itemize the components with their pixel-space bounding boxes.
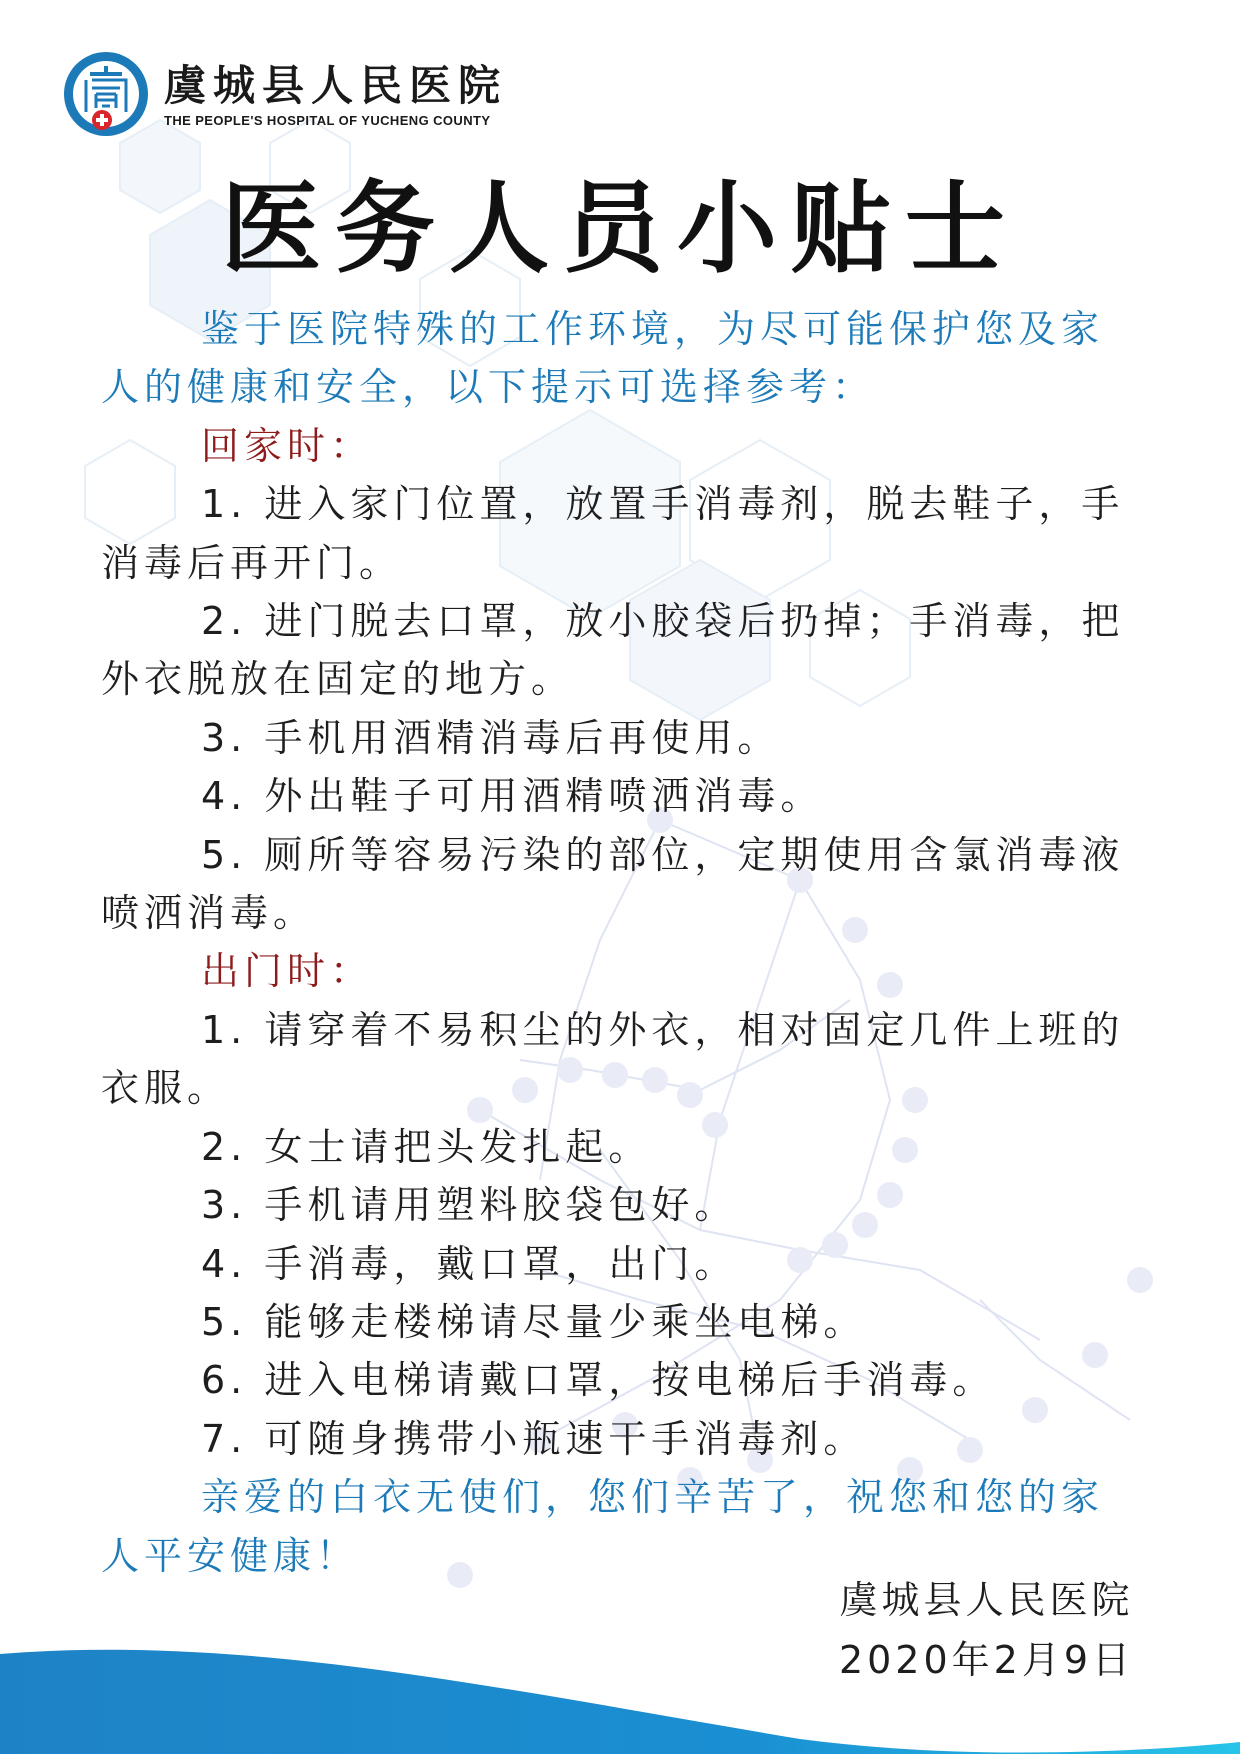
page-title: 医务人员小贴士 xyxy=(221,169,1019,287)
out-tip-item: 1. 请穿着不易积尘的外衣，相对固定几件上班的衣服。 xyxy=(101,1007,1125,1111)
signature-org: 虞城县人民医院 xyxy=(839,1578,1134,1622)
signature-block xyxy=(839,1570,1134,1690)
out-tip-item: 3. 手机请用塑料胶袋包好。 xyxy=(201,1183,738,1228)
closing-paragraph: 亲爱的白衣无使们，您们辛苦了，祝您和您的家人平安健康！ xyxy=(101,1475,1105,1578)
hospital-name-cn: 虞城县人民医院 xyxy=(164,60,508,110)
signature-date: 2020年2月9日 xyxy=(838,1638,1134,1682)
intro-paragraph: 鉴于医院特殊的工作环境，为尽可能保护您及家人的健康和安全，以下提示可选择参考： xyxy=(101,307,1105,410)
out-tip-item: 6. 进入电梯请戴口罩，按电梯后手消毒。 xyxy=(201,1358,996,1403)
home-section-heading: 回家时： xyxy=(201,423,374,468)
hospital-logo-icon xyxy=(62,50,150,138)
out-tip-item: 5. 能够走楼梯请尽量少乘坐电梯。 xyxy=(201,1299,867,1344)
home-tip-item: 3. 手机用酒精消毒后再使用。 xyxy=(201,715,781,760)
home-tip-item: 2. 进门脱去口罩，放小胶袋后扔掉；手消毒，把外衣脱放在固定的地方。 xyxy=(101,599,1125,702)
out-tip-item: 7. 可随身携带小瓶速干手消毒剂。 xyxy=(201,1416,867,1461)
out-section-heading: 出门时： xyxy=(201,949,374,994)
home-tip-item: 5. 厕所等容易污染的部位，定期使用含氯消毒液喷洒消毒。 xyxy=(101,832,1125,936)
tips-content xyxy=(101,300,1141,1585)
out-tip-item: 4. 手消毒，戴口罩，出门。 xyxy=(201,1241,738,1286)
home-tip-item: 4. 外出鞋子可用酒精喷洒消毒。 xyxy=(201,774,824,819)
hospital-name-en: THE PEOPLE'S HOSPITAL OF YUCHENG COUNTY xyxy=(164,112,491,128)
home-tip-item: 1. 进入家门位置，放置手消毒剂，脱去鞋子，手消毒后再开门。 xyxy=(101,482,1125,585)
out-tip-item: 2. 女士请把头发扎起。 xyxy=(201,1124,652,1169)
hospital-header xyxy=(62,50,507,138)
hospital-name-block xyxy=(164,61,507,128)
